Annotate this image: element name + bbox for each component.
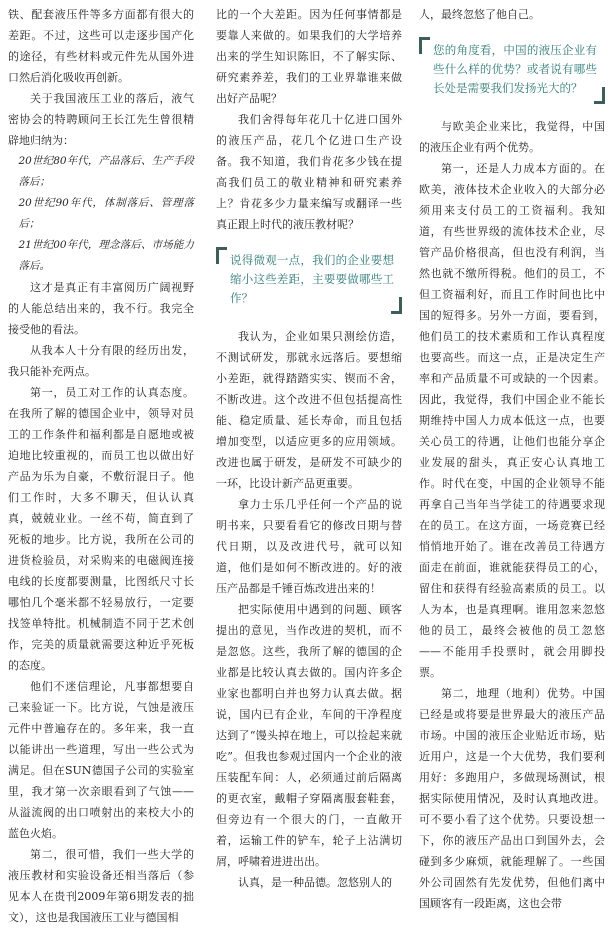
paragraph: 这才是真正有丰富阅历广阔视野的人能总结出来的，我不行。我完全接受他的看法。: [8, 281, 194, 336]
paragraph: 比的一个大差距。因为任何事情都是要靠人来做的。如果我们的大学培养出来的学生知识陈旧，不了解实际、研究素养差，我们的工业界靠谁来做出好产品呢？: [216, 8, 402, 105]
paragraph: 我认为，企业如果只测绘仿造，不测试研发，那就永远落后。要想缩小差距，就得踏踏实实、锲而不舍，不断改进。这个改进不但包括提高性能、稳定质量、延长寿命，而且包括增加变型，以适应更多的应用领域。改进也属于研发，是研发不可缺少的一环，比设计新产品更重要。: [216, 330, 402, 490]
paragraph: 我们舍得每年花几十亿进口国外的液压产品，花几个亿进口生产设备。我不知道，我们肯花多少钱在提高我们员工的敬业精神和研究素养上？肯花多少力量来编写或翻译一些真正跟上时代的液压教材呢？: [216, 113, 402, 231]
paragraph: 铁、配套液压件等多方面都有很大的差距。不过，这些可以走逐步国产化的途径，有些材料或元件先从国外进口然后消化吸收再创新。: [8, 8, 194, 84]
paragraph: 与欧美企业来比，我觉得，中国的液压企业有两个优势。: [419, 120, 605, 154]
quote-line: 20世纪90年代，体制落后、管理落后；: [18, 197, 194, 230]
text-column-1: [8, 4, 194, 928]
paragraph: 第一，还是人力成本方面的。在欧美，液体技术企业收入的大部分必须用来支付员工的工资福利。我知道，有些世界级的流体技术企业，尽管产品价格很高，但也没有利润，当然也就不缴所得税。他们的员工，不但工资福利好，而且工作时间也比中国的短得多。另外一方面，要看到，他们员工的技术素质和工作认真程度也要高些。而这一点，正是决定生产率和产品质量不可或缺的一个因素。因此，我觉得，我们中国企业不能长期维持中国人力成本低这一点，也要关心员工的待遇，让他们也能分享企业发展的甜头，真正安心认真地工作。时代在变，中国的企业领导不能再拿自己当年当学徒工的待遇要求现在的员工。在这方面，一场竞赛已经悄悄地开始了。谁在改善员工待遇方面走在前面，谁就能获得员工的心，留住和获得有经验高素质的员工。以人为本，也是真理啊。谁用忽来忽悠他的员工，最终会被他的员工忽悠——不能用手投票时，就会用脚投票。: [419, 162, 605, 679]
bracket-corner-icon: [216, 247, 227, 264]
quote-line: 20世纪80年代，产品落后、生产手段落后；: [18, 155, 194, 188]
paragraph: 拿力士乐几乎任何一个产品的说明书来，只要看看它的修改日期与替代日期，以及改进代号，就可以知道，他们是如何不断改进的。好的液压产品都是千锤百炼改进出来的！: [216, 498, 402, 595]
paragraph: 第二，很可惜，我们一些大学的液压教材和实验设备还相当落后（参见本人在贵刊2009年第6期发表的拙文），这也是我国液压工业与德国相: [8, 848, 194, 924]
quote-line: 21世纪00年代，理念落后、市场能力落后。: [18, 239, 194, 272]
bracket-corner-icon: [594, 87, 605, 104]
paragraph: 第二，地理（地利）优势。中国已经是或将要是世界最大的液压产品市场。中国的液压企业贴近市场，贴近用户，这是一个大优势，我们要利用好：多跑用户，多做现场测试，根据实际使用情况，及时认真地改进。可不要小看了这个优势。只要设想一下，你的液压产品出口到国外去，会碰到多少麻烦，就能理解了。一些国外公司固然有先发优势，但他们离中国顾客有一段距离，这也会带: [419, 687, 605, 910]
text-column-3: [419, 4, 605, 914]
bracket-corner-icon: [391, 297, 402, 314]
bracket-corner-icon: [419, 37, 430, 54]
interview-question-callout: [419, 37, 605, 104]
paragraph: 认真，是一种品德。忽悠别人的: [238, 876, 392, 889]
paragraph: 他们不迷信理论，凡事都想要自己来验证一下。比方说，气蚀是液压元件中普遍存在的。多年来，我一直以能讲出一些道理，写出一些公式为满足。但在SUN德国子公司的实验室里，我才第一次亲眼看到了气蚀——从溢流阀的出口喷射出的来校大小的蓝色火焰。: [8, 680, 194, 840]
paragraph: 人，最终忽悠了他自己。: [419, 8, 540, 21]
interview-question-callout: [216, 247, 402, 314]
paragraph: 第一，员工对工作的认真态度。在我所了解的德国企业中，领导对员工的工作条件和福利都是自愿地或被迫地比较重视的，而员工也以做出好产品为乐为自豪，不敷衍混日子。他们工作时，大多不聊天，但认认真真，兢兢业业。一丝不苟，简直到了死板的地步。比方说，我所在公司的进货检验员，对采购来的电磁阀连接电线的长度都要测量，比图纸尺寸长哪怕几个毫米都不轻易放行，一定要找签单特批。机械制造不同于艺术创作，完美的质量就需要这种近乎死板的态度。: [8, 386, 194, 672]
paragraph: 把实际使用中遇到的问题、顾客提出的意见，当作改进的契机，而不是忽悠。这些，我所了解的德国的企业都是比较认真去做的。国内许多企业家也都明白并也努力认真去做。据说，国内已有企业，车间的干净程度达到了“馒头掉在地上，可以捡起来就吃”。但我也参观过国内一个企业的液压装配车间：人，必须通过前后隔离的更衣室，戴帽子穿隔离服套鞋套，但旁边有一个很大的门，一直敞开着，运输工件的铲车，轮子上沾满切屑，呼啸着进进出出。: [216, 603, 402, 868]
paragraph: 关于我国液压工业的落后，液气密协会的特聘顾问王长江先生曾很精辟地归纳为：: [8, 92, 194, 147]
question-text: 您的角度看，中国的液压企业有些什么样的优势？或者说有哪些长处是需要我们发扬光大的？: [433, 43, 597, 95]
text-column-2: [216, 4, 402, 893]
question-text: 说得微观一点，我们的企业要想缩小这些差距，主要要做哪些工作？: [230, 253, 394, 305]
paragraph: 从我本人十分有限的经历出发，我只能补充两点。: [8, 344, 194, 378]
